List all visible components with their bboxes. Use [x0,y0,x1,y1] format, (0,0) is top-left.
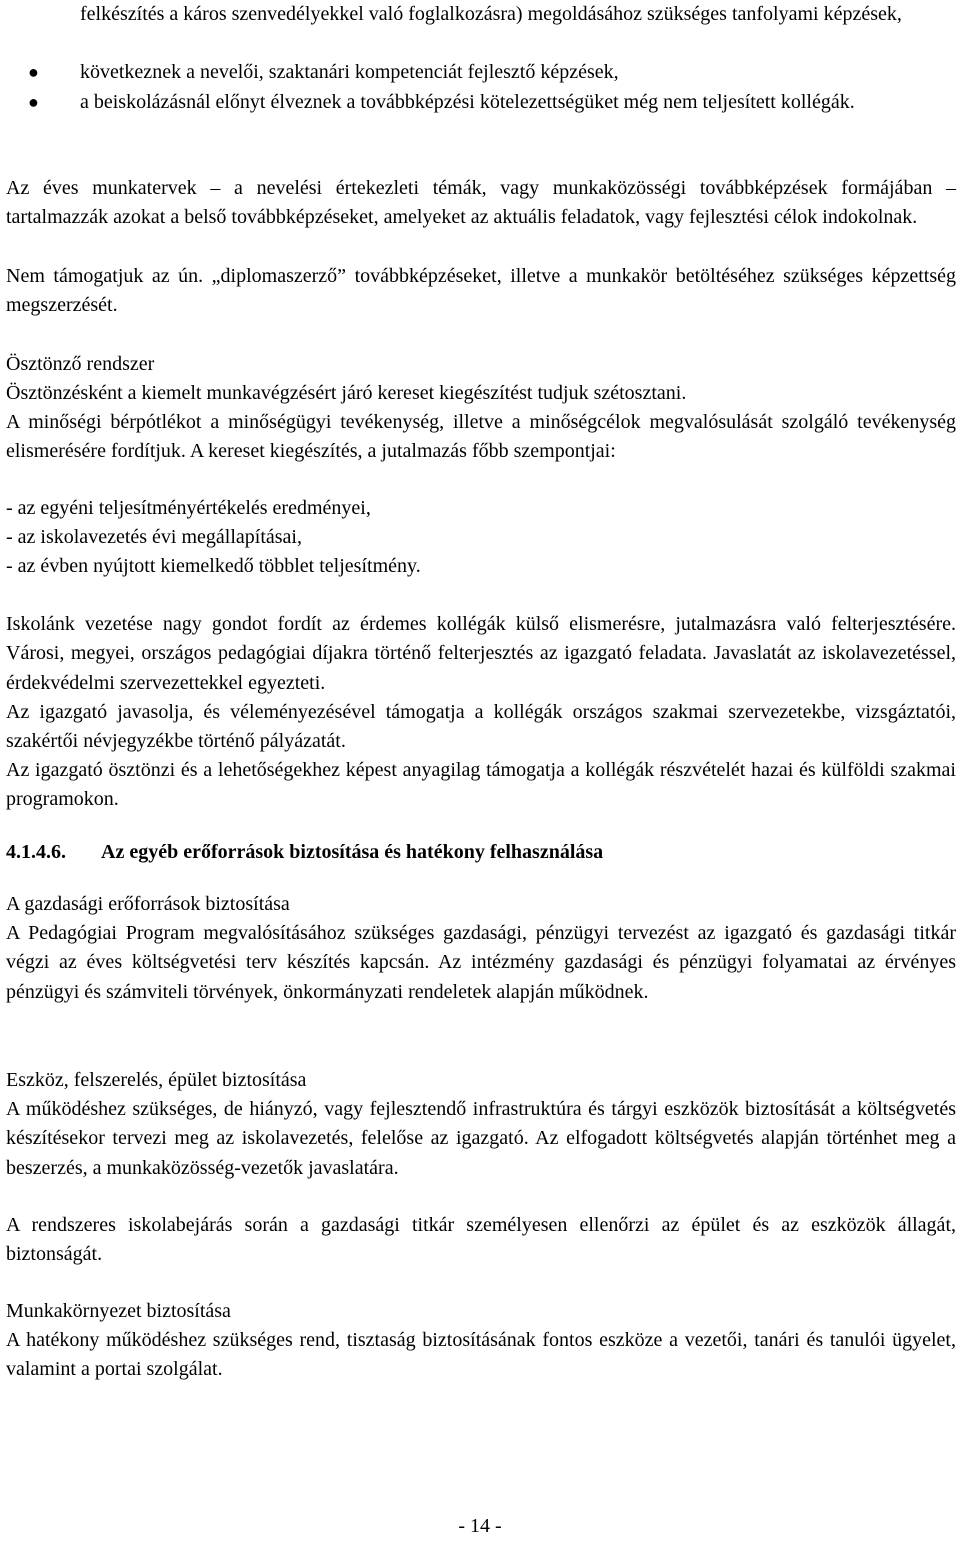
paragraph-munkakornyezet: A hatékony működéshez szükséges rend, tisztaság biztosításának fontos eszköze a vezetői, tanári és tanulói ügyelet, valamint a portai szolgálat. [6,1329,956,1381]
paragraph-diplomaszerzo: Nem támogatjuk az ún. „diplomaszerző” továbbképzéseket, illetve a munkakör betöltéséhez szükséges képzettség megszerzését. [6,265,956,317]
section-title-eszkoz: Eszköz, felszerelés, épület biztosítása [6,1069,307,1091]
page-number: - 14 - [458,1515,502,1537]
section-heading [6,838,603,867]
section-title-munkakornyezet: Munkakörnyezet biztosítása [6,1300,231,1322]
dash-item: - az iskolavezetés évi megállapításai, [6,526,302,548]
paragraph-berpotlek: A minőségi bérpótlékot a minőségügyi tevékenység, illetve a minőségcélok megvalósulását szolgáló tevékenység elismerésére fordítjuk. A kereset kiegészítés, a jutalmazás főbb szempontjai: [6,411,956,463]
heading-number: 4.1.4.6. [6,841,66,863]
section-title-gazdasagi: A gazdasági erőforrások biztosítása [6,893,290,915]
bullet-item: a beiskolázásnál előnyt élveznek a továbbképzési kötelezettségüket még nem teljesített kollégák. [80,91,855,113]
section-title-osztonzo: Ösztönző rendszer [6,353,155,375]
paragraph-iskolank: Iskolánk vezetése nagy gondot fordít az érdemes kollégák külső elismerésre, jutalmazásra való felterjesztésére. Városi, megyei, országos pedagógiai díjakra történő felterjesztés az igazgató feladata. Javaslatát az iskolavezetéssel, érdekvédelmi szervezettekkel egyezteti. [6,613,956,694]
paragraph-munkatervek: Az éves munkatervek – a nevelési értekezleti témák, vagy munkaközösségi továbbképzések formájában – tartalmazzák azokat a belső továbbképzéseket, amelyeket az aktuális feladatok, vagy fejlesztési célok indokolnak. [6,177,956,229]
bullet-dot: ● [28,92,39,112]
paragraph-osztonzes: Ösztönzésként a kiemelt munkavégzésért járó kereset kiegészítést tudjuk szétosztani. [6,382,687,404]
bullet-continuation: felkészítés a káros szenvedélyekkel való foglalkozásra) megoldásához szükséges tanfolyami képzések, [80,3,902,25]
heading-title: Az egyéb erőforrások biztosítása és hatékony felhasználása [101,841,604,863]
dash-item: - az egyéni teljesítményértékelés eredményei, [6,497,371,519]
paragraph-eszkoz: A működéshez szükséges, de hiányzó, vagy fejlesztendő infrastruktúra és tárgyi eszközök biztosítását a költségvetés készítésekor tervezi meg az iskolavezetés, felelőse az igazgató. Az elfogadott költségvetés alapján történhet meg a beszerzés, a munkaközösség-vezetők javaslatára. [6,1098,956,1179]
paragraph-igazgato-javasolja: Az igazgató javasolja, és véleményezésével támogatja a kollégák országos szakmai szervezetekbe, vizsgáztatói, szakértői névjegyzékbe történő pályázatát. [6,701,956,753]
paragraph-gazdasagi: A Pedagógiai Program megvalósításához szükséges gazdasági, pénzügyi tervezést az igazgató és gazdasági titkár végzi az éves költségvetési terv készítés kapcsán. Az intézmény gazdasági és pénzügyi folyamatai az érvényes pénzügyi és számviteli törvények, önkormányzati rendeletek alapján működnek. [6,922,956,1003]
paragraph-igazgato-osztonzi: Az igazgató ösztönzi és a lehetőségekhez képest anyagilag támogatja a kollégák részvételét hazai és külföldi szakmai programokon. [6,759,956,811]
bullet-item: következnek a nevelői, szaktanári kompetenciát fejlesztő képzések, [80,61,619,83]
dash-item: - az évben nyújtott kiemelkedő többlet teljesítmény. [6,555,421,577]
paragraph-iskolabejaras: A rendszeres iskolabejárás során a gazdasági titkár személyesen ellenőrzi az épület és az eszközök állagát, biztonságát. [6,1214,956,1266]
bullet-dot: ● [28,62,39,82]
